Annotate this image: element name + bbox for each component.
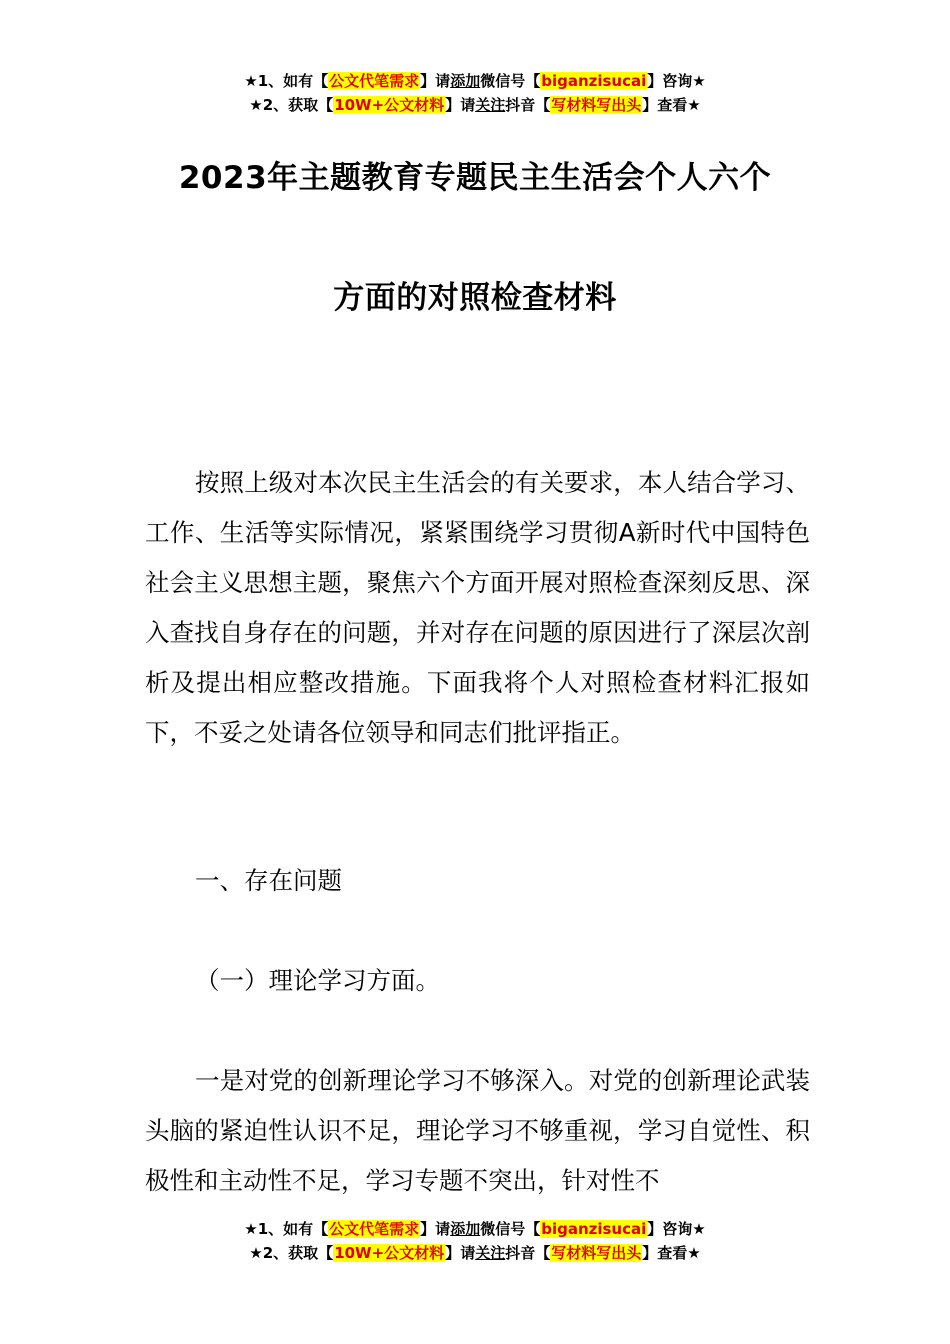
section-heading: 一、存在问题 xyxy=(195,866,342,895)
banner-text: 抖音【 xyxy=(505,96,551,114)
banner-text: 】咨询★ xyxy=(647,1220,706,1238)
footer-banner xyxy=(0,1217,950,1265)
banner-highlight-wechat-id: biganzisucai xyxy=(541,1220,647,1238)
banner-text: 】查看★ xyxy=(642,96,701,114)
banner-text: 】查看★ xyxy=(642,1244,701,1262)
banner-highlight-wechat-id: biganzisucai xyxy=(541,72,647,90)
banner-text: 抖音【 xyxy=(505,1244,551,1262)
banner-highlight-service: 公文代笔需求 xyxy=(329,72,420,90)
intro-paragraph: 按照上级对本次民主生活会的有关要求，本人结合学习、工作、生活等实际情况，紧紧围绕学习贯彻A新时代中国特色社会主义思想主题，聚焦六个方面开展对照检查深刻反思、深入查找自身存在的问题，并对存在问题的原因进行了深层次剖析及提出相应整改措施。下面我将个人对照检查材料汇报如下，不妥之处请各位领导和同志们批评指正。 xyxy=(145,468,810,747)
body-paragraph: 一是对党的创新理论学习不够深入。对党的创新理论武装头脑的紧迫性认识不足，理论学习不够重视，学习自觉性、积极性和主动性不足，学习专题不突出，针对性不 xyxy=(145,1066,810,1195)
banner-line-2 xyxy=(0,93,950,117)
banner-text: ★1、如有【 xyxy=(244,72,329,90)
banner-highlight-materials: 10W+公文材料 xyxy=(334,1244,445,1262)
banner-text: 微信号【 xyxy=(480,72,541,90)
banner-highlight-service: 公文代笔需求 xyxy=(329,1220,420,1238)
banner-underlined-text: 关注 xyxy=(475,96,506,114)
banner-highlight-douyin-id: 写材料写出头 xyxy=(551,96,642,114)
banner-line-2 xyxy=(0,1241,950,1265)
banner-text: 】请 xyxy=(445,96,476,114)
banner-text: 】咨询★ xyxy=(647,72,706,90)
banner-line-1 xyxy=(0,1217,950,1241)
document-title-line-2: 方面的对照检查材料 xyxy=(333,280,617,316)
banner-text: 】请 xyxy=(420,72,451,90)
subsection-heading: （一）理论学习方面。 xyxy=(195,966,440,995)
banner-text: 】请 xyxy=(420,1220,451,1238)
banner-underlined-text: 关注 xyxy=(475,1244,506,1262)
header-banner xyxy=(0,69,950,117)
banner-underlined-text: 添加 xyxy=(450,1220,481,1238)
banner-text: ★2、获取【 xyxy=(249,1244,334,1262)
banner-text: 微信号【 xyxy=(480,1220,541,1238)
banner-line-1 xyxy=(0,69,950,93)
banner-highlight-materials: 10W+公文材料 xyxy=(334,96,445,114)
banner-text: 】请 xyxy=(445,1244,476,1262)
document-title-line-1: 2023年主题教育专题民主生活会个人六个 xyxy=(178,160,772,196)
banner-highlight-douyin-id: 写材料写出头 xyxy=(551,1244,642,1262)
banner-text: ★2、获取【 xyxy=(249,96,334,114)
banner-text: ★1、如有【 xyxy=(244,1220,329,1238)
banner-underlined-text: 添加 xyxy=(450,72,481,90)
